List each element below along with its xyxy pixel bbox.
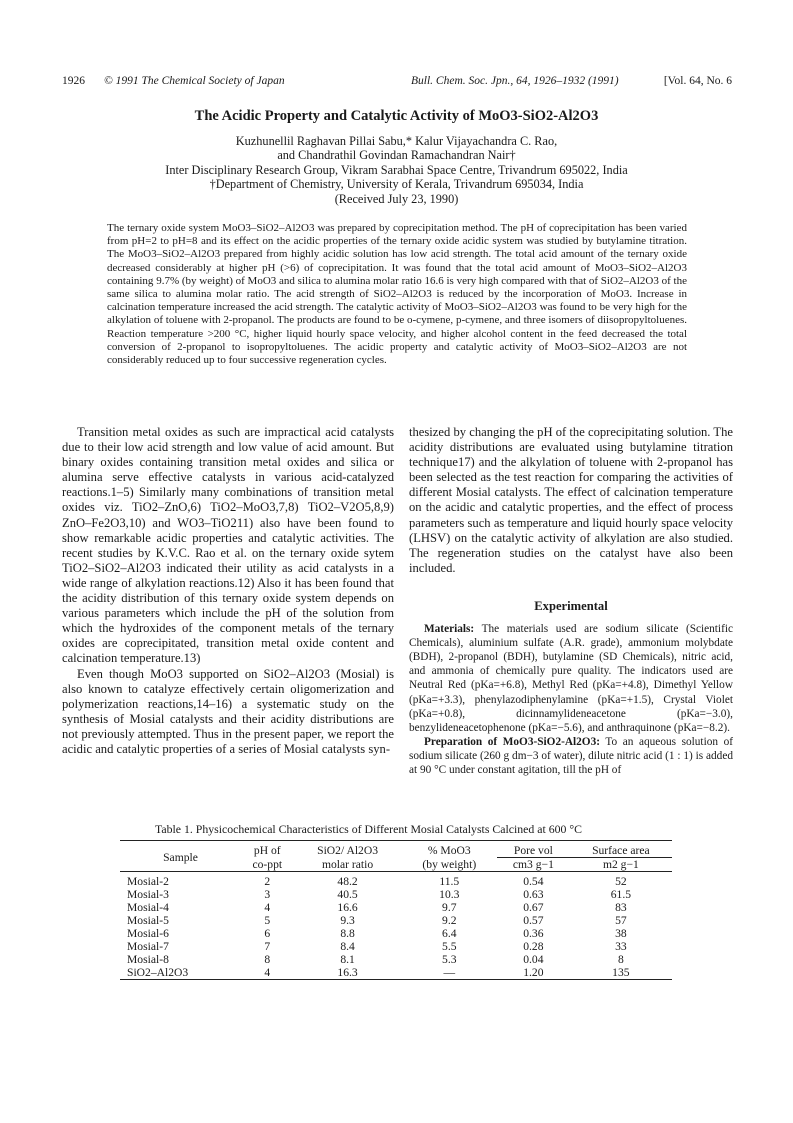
intro-paragraph-1: Transition metal oxides as such are impractical acid catalysts due to their low acid strength and low value of acid amount. But binary oxides containing transition metal oxides and silica or alumina serve effective catalysts in various acid-catalyzed reactions.1–5) Similarly many combinations of transition metal oxides viz. TiO2–ZnO,6) TiO2–MoO3,7,8) TiO2–V2O5,8,9) ZnO–Fe2O3,10) and WO3–TiO211) also have been found to show remarkable acidic properties and catalytic activities. The recent studies by K.V.C. Rao et al. on the ternary oxide sytem TiO2–SiO2–Al2O3 indicated their utility as acid catalysts in a wide range of alkylation reactions.12) Also it has been found that the acidity distribution of this ternary oxide system depends on various parameters which include the pH of the solution from which the hydroxides of the component metals of the ternary oxides are coprecipitated, transition metal oxide content and calcination temperature.13) xyxy=(62,425,394,666)
table-cell: 7 xyxy=(264,940,271,953)
table-cell: 8.8 xyxy=(340,927,355,940)
table-cell: 9.2 xyxy=(442,914,457,927)
header-sample: Sample xyxy=(163,851,198,864)
header-ratio-1: SiO2/ Al2O3 xyxy=(317,844,379,858)
table-cell: 0.36 xyxy=(523,927,544,940)
table-cell: SiO2–Al2O3 xyxy=(127,966,189,979)
table-cell: 61.5 xyxy=(610,888,632,901)
table-cell: 0.63 xyxy=(523,888,544,901)
table-cell: 10.3 xyxy=(439,888,460,901)
header-pore-unit: cm3 g−1 xyxy=(512,858,554,871)
table-cell: 4 xyxy=(264,966,271,979)
page-number: 1926 xyxy=(62,75,85,87)
preparation-heading: Preparation of MoO3-SiO2-Al2O3: xyxy=(424,735,601,748)
table-cell: 8.1 xyxy=(340,953,355,966)
table-cell: 83 xyxy=(615,901,627,914)
copyright-line: © 1991 The Chemical Society of Japan xyxy=(104,75,285,87)
table-cell: 0.04 xyxy=(523,953,544,966)
table-cell: 0.28 xyxy=(523,940,544,953)
table-cell: 0.54 xyxy=(523,875,544,888)
table-cell: Mosial-5 xyxy=(127,914,169,927)
table-cell: 40.5 xyxy=(337,888,358,901)
authors-line-2: and Chandrathil Govindan Ramachandran Nair† xyxy=(277,148,516,163)
table-cell: 11.5 xyxy=(439,875,460,888)
table-cell: Mosial-2 xyxy=(127,875,169,888)
table-cell: 16.6 xyxy=(337,901,358,914)
materials-paragraph xyxy=(409,622,733,735)
table-cell: 38 xyxy=(615,927,627,940)
running-header xyxy=(62,75,732,91)
institution-1: Inter Disciplinary Research Group, Vikram Sarabhai Space Centre, Trivandrum 695022, India xyxy=(165,162,628,177)
materials-text: The materials used are sodium silicate (Scientific Chemicals), aluminium sulfate (A.R. grade), ammonium molybdate (BDH), 2-propanol (BDH), butylamine (SD Chemicals), nitric acid, and ammonia of chemically pure quality. The indicators used are Neutral Red (pKa=+6.8), Methyl Red (pKa=+4.8), Dimethyl Yellow (pKa=+3.3), phenylazodiphenylamine (pKa=+1.5), Crystal Violet (pKa=+0.8), dicinnamylideneacetone (pKa=−3.0), benzylideneacetophenone (pKa=−5.6), and anthraquinone (pKa=−8.2). xyxy=(409,623,733,734)
header-ratio-2: molar ratio xyxy=(321,857,374,871)
intro-paragraph-2: Even though MoO3 supported on SiO2–Al2O3 (Mosial) is also known to catalyze effectively certain oligomerization and polymerization reactions,14–16) a systematic study on the synthesis of Mosial catalysts and their acidity distributions are not previously attempted. Thus in the present paper, we report the acidic and catalytic properties of a series of Mosial catalysts syn- xyxy=(62,666,394,756)
table-cell: 5 xyxy=(264,914,271,927)
preparation-text: To an aqueous solution of sodium silicate (260 g dm−3 of water), dilute nitric acid (1 : 1) is added at 90 °C under constant agitation, till the pH of xyxy=(409,735,734,776)
abstract: The ternary oxide system MoO3–SiO2–Al2O3 was prepared by coprecipitation method. The pH of coprecipitation has been varied from pH=2 to pH=8 and its effect on the acidic properties of the ternary oxide acidic system was studied by butylamine titration. The MoO3–SiO2–Al2O3 prepared from highly acidic solution has low acid strength. The total acid amount of the ternary oxide decreased considerably at higher pH (>6) of coprecipitation. It was found that the total acid amount of MoO3–SiO2–Al2O3 containing 9.7% (by weight) of MoO3 and silica to alumina molar ratio 16.6 is very high compared with that of SiO2–Al2O3 of the same silica to alumina molar ratio. The acid strength of SiO2–Al2O3 is reduced by the incorporation of MoO3. Increase in calcination temperature increased the acid strength. The catalytic activity of MoO3–SiO2–Al2O3 was found to be very high for the alkylation of toluene with 2-propanol. The products are found to be o-cymene, p-cymene, and three isomers of diisopropyltoluenes. Reaction temperature >200 °C, higher liquid hourly space velocity, and higher alcohol content in the feed decreased the total conversion of 2-propanol to isopropyltoluenes. The acidic property and catalytic activity of MoO3–SiO2–Al2O3 are not considerably reduced up to four successive regeneration cycles. xyxy=(107,222,687,367)
table-row xyxy=(120,914,672,927)
table-row xyxy=(120,888,672,901)
table-body xyxy=(120,872,672,980)
table-cell: 16.3 xyxy=(337,966,358,979)
table-row xyxy=(120,953,672,966)
header-pore: Pore vol xyxy=(497,841,570,858)
table-cell: Mosial-3 xyxy=(127,888,169,901)
authors-line-1: Kuzhunellil Raghavan Pillai Sabu,* Kalur Vijayachandra C. Rao, xyxy=(235,134,558,148)
table-cell: — xyxy=(443,966,456,979)
table-cell: 8 xyxy=(617,953,624,966)
table-cell: 2 xyxy=(264,875,271,888)
table-row xyxy=(120,872,672,889)
journal-citation: Bull. Chem. Soc. Jpn., 64, 1926–1932 (1991) xyxy=(411,75,619,87)
table-row xyxy=(120,940,672,953)
table-cell: 0.67 xyxy=(523,901,544,914)
institution-2: †Department of Chemistry, University of Kerala, Trivandrum 695034, India xyxy=(209,177,584,192)
section-heading-experimental: Experimental xyxy=(534,598,608,613)
table-caption: Table 1. Physicochemical Characteristics of Different Mosial Catalysts Calcined at 600 °C xyxy=(155,822,582,836)
table-row xyxy=(120,966,672,980)
header-area: Surface area xyxy=(570,841,672,858)
table-cell: 9.7 xyxy=(442,901,457,914)
left-column xyxy=(62,425,394,757)
table-cell: Mosial-4 xyxy=(127,901,169,914)
preparation-paragraph xyxy=(409,735,733,777)
table-cell: 0.57 xyxy=(523,914,544,927)
author-affiliation-block xyxy=(0,134,793,206)
table-cell: 3 xyxy=(264,888,271,901)
table-cell: 5.3 xyxy=(442,953,457,966)
header-area-unit: m2 g−1 xyxy=(602,858,639,871)
header-moo3-2: (by weight) xyxy=(422,857,477,871)
right-column xyxy=(409,425,733,777)
materials-heading: Materials: xyxy=(424,623,475,636)
volume-issue: [Vol. 64, No. 6 xyxy=(663,75,732,87)
table-cell: 33 xyxy=(615,940,627,953)
paper-title: The Acidic Property and Catalytic Activity of MoO3-SiO2-Al2O3 xyxy=(194,108,599,124)
table-row xyxy=(120,927,672,940)
table-cell: 8 xyxy=(264,953,271,966)
table-cell: 52 xyxy=(615,875,627,888)
header-ph-1: pH of xyxy=(253,844,281,858)
table-cell: Mosial-6 xyxy=(127,927,169,940)
table-row xyxy=(120,901,672,914)
received-date: (Received July 23, 1990) xyxy=(334,191,459,206)
table-cell: 1.20 xyxy=(523,966,544,979)
table-cell: 48.2 xyxy=(337,875,358,888)
table-cell: Mosial-8 xyxy=(127,953,169,966)
header-moo3-1: % MoO3 xyxy=(427,844,471,858)
table-cell: 8.4 xyxy=(340,940,355,953)
physicochemical-table xyxy=(120,840,672,980)
table-cell: 9.3 xyxy=(340,914,355,927)
table-cell: 57 xyxy=(615,914,627,927)
table-cell: 6.4 xyxy=(442,927,457,940)
intro-paragraph-continued: thesized by changing the pH of the coprecipitating solution. The acidity distributions are evaluated using butylamine titration technique17) and the alkylation of toluene with 2-propanol has been selected as the test reaction for comparing the activities of different Mosial catalysts. The effect of calcination temperature on the acidic and catalytic properties, and the effect of process parameters such as temperature and liquid hourly space velocity (LHSV) on the catalytic activity of alkylation are also studied. The regeneration studies on the catalyst have also been included. xyxy=(409,425,733,575)
table-cell: 135 xyxy=(612,966,630,979)
table-cell: Mosial-7 xyxy=(127,940,169,953)
header-ph-2: co-ppt xyxy=(252,857,283,871)
table-cell: 4 xyxy=(264,901,271,914)
table-cell: 5.5 xyxy=(442,940,457,953)
table-cell: 6 xyxy=(264,927,271,940)
